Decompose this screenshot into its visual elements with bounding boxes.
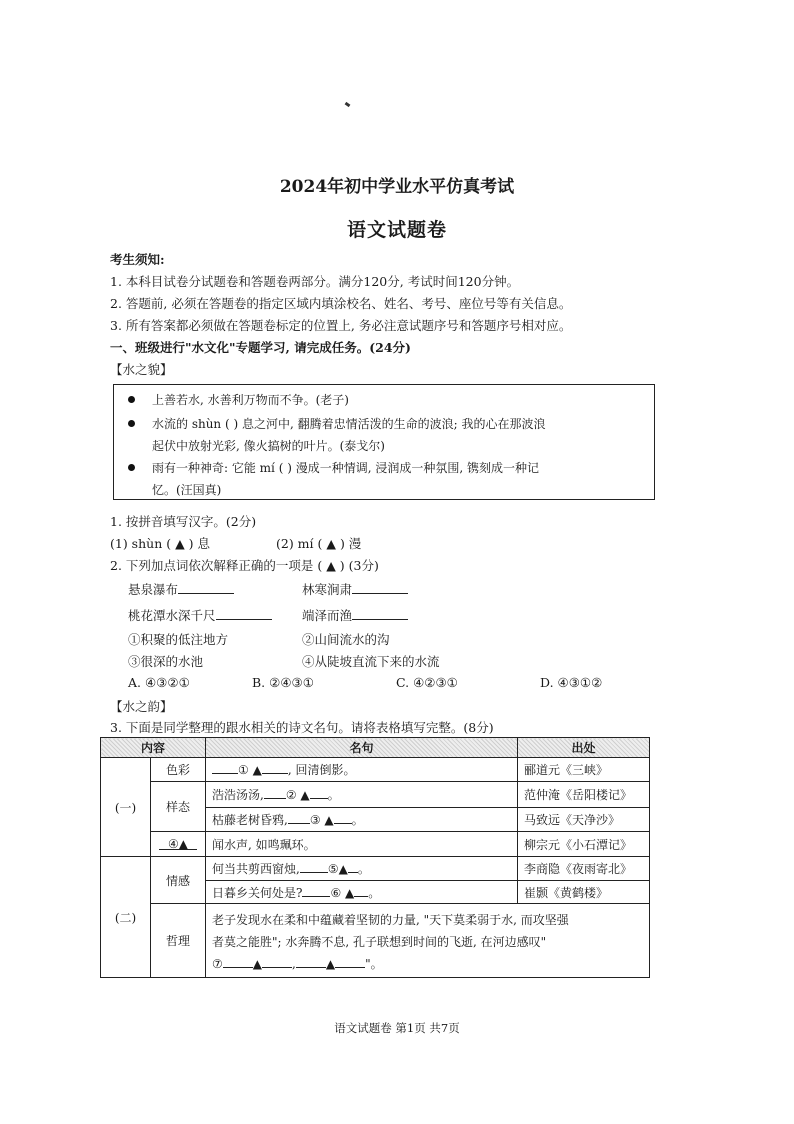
- q2-phrase-3-text: 桃花潭水深千尺: [128, 608, 216, 623]
- answer-line: [348, 860, 358, 873]
- answer-line: [335, 955, 365, 968]
- notice-item-3: 3. 所有答案都必须做在答题卷标定的位置上, 务必注意试题序号和答题序号相对应。: [110, 318, 572, 333]
- bullet-icon: [128, 464, 135, 471]
- q2-phrase-4: [302, 606, 408, 624]
- verse-7-line-1: 老子发现水在柔和中蕴藏着坚韧的力量, "天下莫柔弱于水, 而攻坚强: [212, 912, 569, 927]
- blank-5: ⑤▲: [327, 862, 348, 876]
- blank-7-marker-1: ▲: [252, 956, 263, 971]
- verse-7-line-3: [212, 953, 643, 975]
- poetry-table: [100, 737, 650, 978]
- header-source: 出处: [518, 738, 650, 758]
- source-cell: 柳宗元《小石潭记》: [518, 832, 650, 857]
- answer-line: [300, 860, 328, 873]
- scan-speck: [345, 102, 351, 107]
- category-emotion: 情感: [151, 857, 206, 904]
- answer-line: [352, 581, 408, 594]
- verse-7-comma: ,: [292, 956, 296, 971]
- verse-3-text: 枯藤老树昏鸦,: [212, 813, 288, 827]
- answer-line: [216, 607, 272, 620]
- q2-phrase-3: [128, 606, 272, 624]
- quote-wang-line-1: 雨有一种神奇: 它能 mí ( ) 漫成一种情调, 浸润成一种氛围, 镌刻成一种记: [152, 461, 539, 475]
- q2-phrase-1-text: 悬泉瀑布: [128, 582, 179, 597]
- q2-option-a: A. ④③②①: [128, 675, 190, 690]
- verse-3-end: 。: [351, 813, 364, 827]
- answer-line: [264, 786, 286, 799]
- question-1-part-a: (1) shùn ( ▲ ) 息: [110, 536, 211, 551]
- blank-6: ⑥ ▲: [330, 885, 355, 900]
- blank-3: ③ ▲: [309, 813, 334, 827]
- category-look: 样态: [151, 782, 206, 832]
- header-content: 内容: [101, 738, 206, 758]
- quotation-box: [113, 384, 655, 500]
- notice-heading: 考生须知:: [110, 252, 165, 267]
- table-row: [101, 782, 650, 808]
- answer-line: [302, 884, 330, 897]
- verse-7-cell: [206, 904, 650, 978]
- blank-7-number: ⑦: [212, 956, 223, 971]
- q2-phrase-2-text: 林寒涧肃: [302, 582, 353, 597]
- q2-phrase-2: [302, 580, 408, 598]
- question-3-stem: 3. 下面是同学整理的跟水相关的诗文名句。请将表格填写完整。(8分): [110, 720, 494, 735]
- bullet-icon: [128, 396, 135, 403]
- verse-2-text: 浩浩汤汤,: [212, 788, 264, 802]
- section-1-heading: 一、班级进行"水文化"专题学习, 请完成任务。(24分): [110, 340, 411, 355]
- paper-title: 语文试题卷: [346, 219, 447, 241]
- quote-wang-line-2: 忆。(汪国真): [152, 483, 222, 497]
- category-4: [151, 832, 206, 857]
- q2-phrase-4-text: 端泽而渔: [302, 608, 353, 623]
- table-header-row: [101, 738, 650, 758]
- notice-item-2: 2. 答题前, 必须在答题卷的指定区域内填涂校名、姓名、考号、座位号等有关信息。: [110, 296, 572, 311]
- answer-line: [334, 811, 352, 824]
- table-row: [101, 857, 650, 881]
- verse-7-line-2: 者莫之能胜"; 水奔腾不息, 孔子联想到时间的飞逝, 在河边感叹": [212, 934, 547, 949]
- verse-cell: [206, 782, 518, 808]
- page-footer: 语文试题卷 第1页 共7页: [334, 1021, 460, 1035]
- verse-5-text: 何当共剪西窗烛,: [212, 862, 300, 876]
- notice-item-1: 1. 本科目试卷分试题卷和答题卷两部分。满分120分, 考试时间120分钟。: [110, 274, 520, 289]
- q2-definition-3: ③很深的水池: [128, 654, 204, 669]
- part-label-water-rhyme: 【水之韵】: [110, 699, 173, 714]
- question-2-stem: 2. 下列加点词依次解释正确的一项是 ( ▲ ) (3分): [110, 558, 379, 573]
- q2-phrase-1: [128, 580, 234, 598]
- q2-option-c: C. ④②③①: [396, 675, 458, 690]
- blank-1: ① ▲: [238, 763, 262, 777]
- q2-definition-2: ②山间流水的沟: [302, 632, 390, 647]
- quote-laozi: 上善若水, 水善利万物而不争。(老子): [152, 393, 349, 407]
- q2-definition-4: ④从陡坡直流下来的水流: [302, 654, 440, 669]
- group-label-2: (二): [101, 857, 151, 978]
- part-label-water-look: 【水之貌】: [110, 362, 173, 377]
- source-cell: 郦道元《三峡》: [518, 758, 650, 782]
- answer-line: [178, 581, 234, 594]
- category-color: 色彩: [151, 758, 206, 782]
- answer-line: [352, 607, 408, 620]
- group-label-1: (一): [101, 758, 151, 857]
- question-1-stem: 1. 按拼音填写汉字。(2分): [110, 514, 257, 529]
- q2-option-b: B. ②④③①: [252, 675, 314, 690]
- exam-title: 2024年初中学业水平仿真考试: [279, 177, 515, 197]
- verse-cell: [206, 881, 518, 904]
- answer-line: [212, 761, 238, 774]
- verse-6-end: 。: [368, 885, 381, 900]
- answer-line: [262, 955, 292, 968]
- verse-5-end: 。: [357, 862, 370, 876]
- source-cell: 李商隐《夜雨寄北》: [518, 857, 650, 881]
- answer-line: [310, 786, 328, 799]
- header-verse: 名句: [206, 738, 518, 758]
- category-philosophy: 哲理: [151, 904, 206, 978]
- answer-line: [262, 761, 288, 774]
- answer-line: [223, 955, 253, 968]
- answer-line: [296, 955, 326, 968]
- bullet-icon: [128, 420, 135, 427]
- quote-tagore-line-1: 水流的 shùn ( ) 息之河中, 翻腾着忠情活泼的生命的波浪; 我的心在那波浪: [152, 417, 546, 431]
- q2-option-d: D. ④③①②: [540, 675, 603, 690]
- table-row: [101, 832, 650, 857]
- q2-definition-1: ①积聚的低注地方: [128, 632, 229, 647]
- quote-tagore-line-2: 起伏中放射光彩, 像火搞树的叶片。(泰戈尔): [152, 439, 385, 453]
- table-row: [101, 758, 650, 782]
- verse-cell: [206, 857, 518, 881]
- verse-cell: [206, 808, 518, 832]
- source-cell: 范仲淹《岳阳楼记》: [518, 782, 650, 808]
- verse-1-text: , 回清倒影。: [287, 763, 356, 777]
- verse-7-end: "。: [365, 956, 383, 971]
- verse-6-text: 日暮乡关何处是?: [212, 885, 303, 900]
- verse-cell: 闻水声, 如鸣珮环。: [206, 832, 518, 857]
- blank-4: ④▲: [159, 837, 197, 850]
- answer-line: [288, 811, 310, 824]
- table-row: [101, 904, 650, 978]
- source-cell: 崔颢《黄鹤楼》: [518, 881, 650, 904]
- verse-2-end: 。: [327, 788, 340, 802]
- question-1-part-b: (2) mí ( ▲ ) 漫: [276, 536, 362, 551]
- source-cell: 马致远《天净沙》: [518, 808, 650, 832]
- blank-2: ② ▲: [285, 788, 310, 802]
- answer-line: [354, 884, 368, 897]
- blank-7-marker-2: ▲: [325, 956, 336, 971]
- verse-cell: [206, 758, 518, 782]
